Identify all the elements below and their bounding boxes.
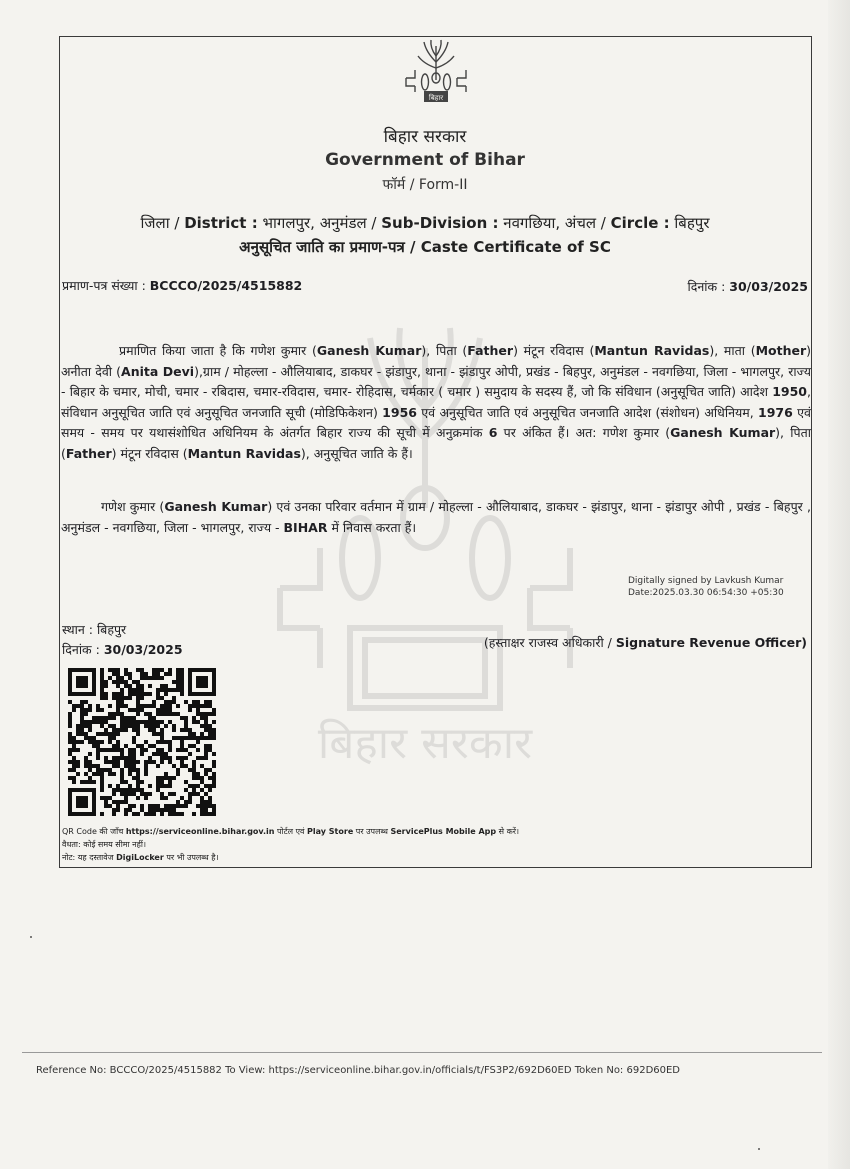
text-run: ) मंटून रविदास ( [111, 445, 188, 461]
place-value: बिहपुर [96, 622, 127, 637]
bold-run: 1976 [758, 404, 793, 420]
qr-note-text: QR Code की जाँच [62, 827, 126, 836]
signing-date-value: 30/03/2025 [103, 642, 183, 657]
qr-note-text-3: पर उपलब्ध [353, 827, 391, 836]
digilocker-note-text: नोट: यह दस्तावेज [62, 853, 117, 862]
text-run: , संविधान अनुसूचित जाति एवं अनुसूचित जनजाति सूची (मोडिफिकेशन) [61, 384, 811, 420]
signature-label-hi: (हस्ताक्षर राजस्व अधिकारी / [483, 635, 616, 650]
issue-date-label: दिनांक : [687, 279, 730, 294]
text-run: एवं समय - समय पर यथासंशोधित अधिनियम के अंतर्गत बिहार राज्य की सूची में अनुक्रमांक [61, 404, 811, 440]
text-run: ),ग्राम / मोहल्ला - औलियाबाद, डाकघर - झंडापुर, थाना - झंडापुर ओपी, प्रखंड - बिहपुर, अनुमंडल - नवगछिया, जिला - भागलपुर, राज्य - बिहार के चमार, मोची, चमार - रबिदास, चमार-रविदास, चमार- रोहिदास, चर्मकार ( चमार ) समुदाय के सदस्य हैं, जो कि संविधान (अनुसूचित जाति) आदेश [61, 363, 811, 399]
government-title: Government of Bihar [325, 150, 525, 170]
bold-run: Mantun Ravidas [594, 343, 710, 358]
qr-finder-pattern [68, 668, 96, 696]
district-line [0, 213, 850, 233]
hindi-title: बिहार सरकार [383, 127, 467, 147]
bold-run: Anita Devi [121, 363, 195, 379]
form-label: फॉर्म / Form-II [382, 177, 468, 193]
text-run: ), अनुसूचित जाति के हैं। [300, 445, 413, 461]
place [62, 621, 126, 638]
paper-speck [758, 1148, 760, 1150]
subdivision-value: नवगछिया, अंचल / [498, 214, 611, 232]
district-value: भागलपुर, अनुमंडल / [257, 214, 382, 232]
signature-label-en: Signature Revenue Officer) [615, 635, 807, 650]
validity-note: वैधता: कोई समय सीमा नहीं। [62, 840, 146, 849]
certificate-number-value: BCCCO/2025/4515882 [149, 278, 303, 293]
signature-label [484, 634, 807, 651]
footer-divider [22, 1052, 822, 1053]
text-run: में निवास करता हैं। [327, 519, 417, 535]
issue-date [687, 278, 808, 295]
text-run: एवं अनुसूचित जाति एवं अनुसूचित जनजाति आदेश (संशोधन) अधिनियम, [416, 404, 759, 420]
digital-signature [628, 575, 784, 599]
qr-note-text-2: पोर्टल एवं [274, 827, 308, 836]
bold-run: Father [65, 445, 112, 461]
qr-note-text-4: से करें। [496, 827, 520, 836]
district-label: District : [184, 214, 258, 232]
certificate-number-label: प्रमाण-पत्र संख्या : [62, 278, 150, 293]
logo-text: बिहार [428, 94, 444, 102]
text-run: ) अनीता देवी ( [61, 343, 812, 379]
bold-run: Mother [755, 343, 807, 358]
paper-speck [30, 936, 32, 938]
subdivision-label: Sub-Division : [381, 214, 499, 232]
qr-finder-pattern [68, 788, 96, 816]
bold-run: 1950 [772, 384, 808, 399]
digital-signature-signer: Digitally signed by Lavkush Kumar [628, 576, 784, 586]
circle-value: बिहपुर [669, 214, 710, 232]
qr-finder-pattern [188, 668, 216, 696]
digilocker-note [62, 852, 219, 863]
text-run: ), माता ( [709, 343, 756, 358]
bold-run: Ganesh Kumar [164, 499, 268, 514]
text-run: ), पिता ( [61, 425, 811, 461]
signing-date [62, 641, 183, 658]
watermark-text: बिहार सरकार [317, 718, 533, 769]
text-run: प्रमाणित किया जाता है कि गणेश कुमार ( [119, 343, 317, 358]
text-run: ) मंटून रविदास ( [513, 343, 595, 358]
place-label: स्थान : [62, 622, 97, 637]
bold-run: Ganesh Kumar [316, 343, 422, 358]
text-run: ) एवं उनका परिवार वर्तमान में ग्राम / मोहल्ला - औलियाबाद, डाकघर - झंडापुर, थाना - झंडापुर ओपी , प्रखंड - बिहपुर , अनुमंडल - नवगछिया, जिला - भागलपुर, राज्य - [61, 499, 811, 535]
bold-run: BIHAR [283, 519, 328, 535]
bihar-emblem-icon [400, 38, 472, 104]
qr-note-app: ServicePlus Mobile App [390, 827, 497, 836]
certification-paragraph [61, 341, 811, 464]
certificate-type: अनुसूचित जाति का प्रमाण-पत्र / Caste Certificate of SC [239, 238, 611, 256]
text-run: गणेश कुमार ( [101, 499, 165, 514]
bold-run: Father [467, 343, 514, 358]
issue-date-value: 30/03/2025 [729, 279, 808, 294]
reference-line: Reference No: BCCCO/2025/4515882 To View: https://serviceonline.bihar.gov.in/officials/t/FS3P2/692D60ED Token No: 692D60ED [36, 1065, 681, 1076]
bold-run: Ganesh Kumar [670, 425, 776, 440]
text-run: पर अंकित हैं। अत: गणेश कुमार ( [497, 425, 671, 440]
digilocker-note-text-2: पर भी उपलब्ध है। [163, 853, 219, 862]
district-label-hi: जिला / [140, 214, 185, 232]
bold-run: Mantun Ravidas [187, 445, 301, 461]
digital-signature-date: Date:2025.03.30 06:54:30 +05:30 [628, 588, 784, 598]
qr-note [62, 826, 519, 837]
circle-label: Circle : [610, 214, 670, 232]
bold-run: 6 [488, 425, 498, 440]
text-run: ), पिता ( [421, 343, 468, 358]
qr-note-url: https://serviceonline.bihar.gov.in [125, 827, 275, 836]
qr-code [67, 668, 217, 816]
signing-date-label: दिनांक : [62, 642, 104, 657]
digilocker-note-name: DigiLocker [116, 853, 164, 862]
residence-paragraph [61, 497, 811, 538]
bold-run: 1956 [382, 404, 417, 420]
qr-note-store: Play Store [307, 827, 354, 836]
certificate-number [62, 277, 302, 294]
